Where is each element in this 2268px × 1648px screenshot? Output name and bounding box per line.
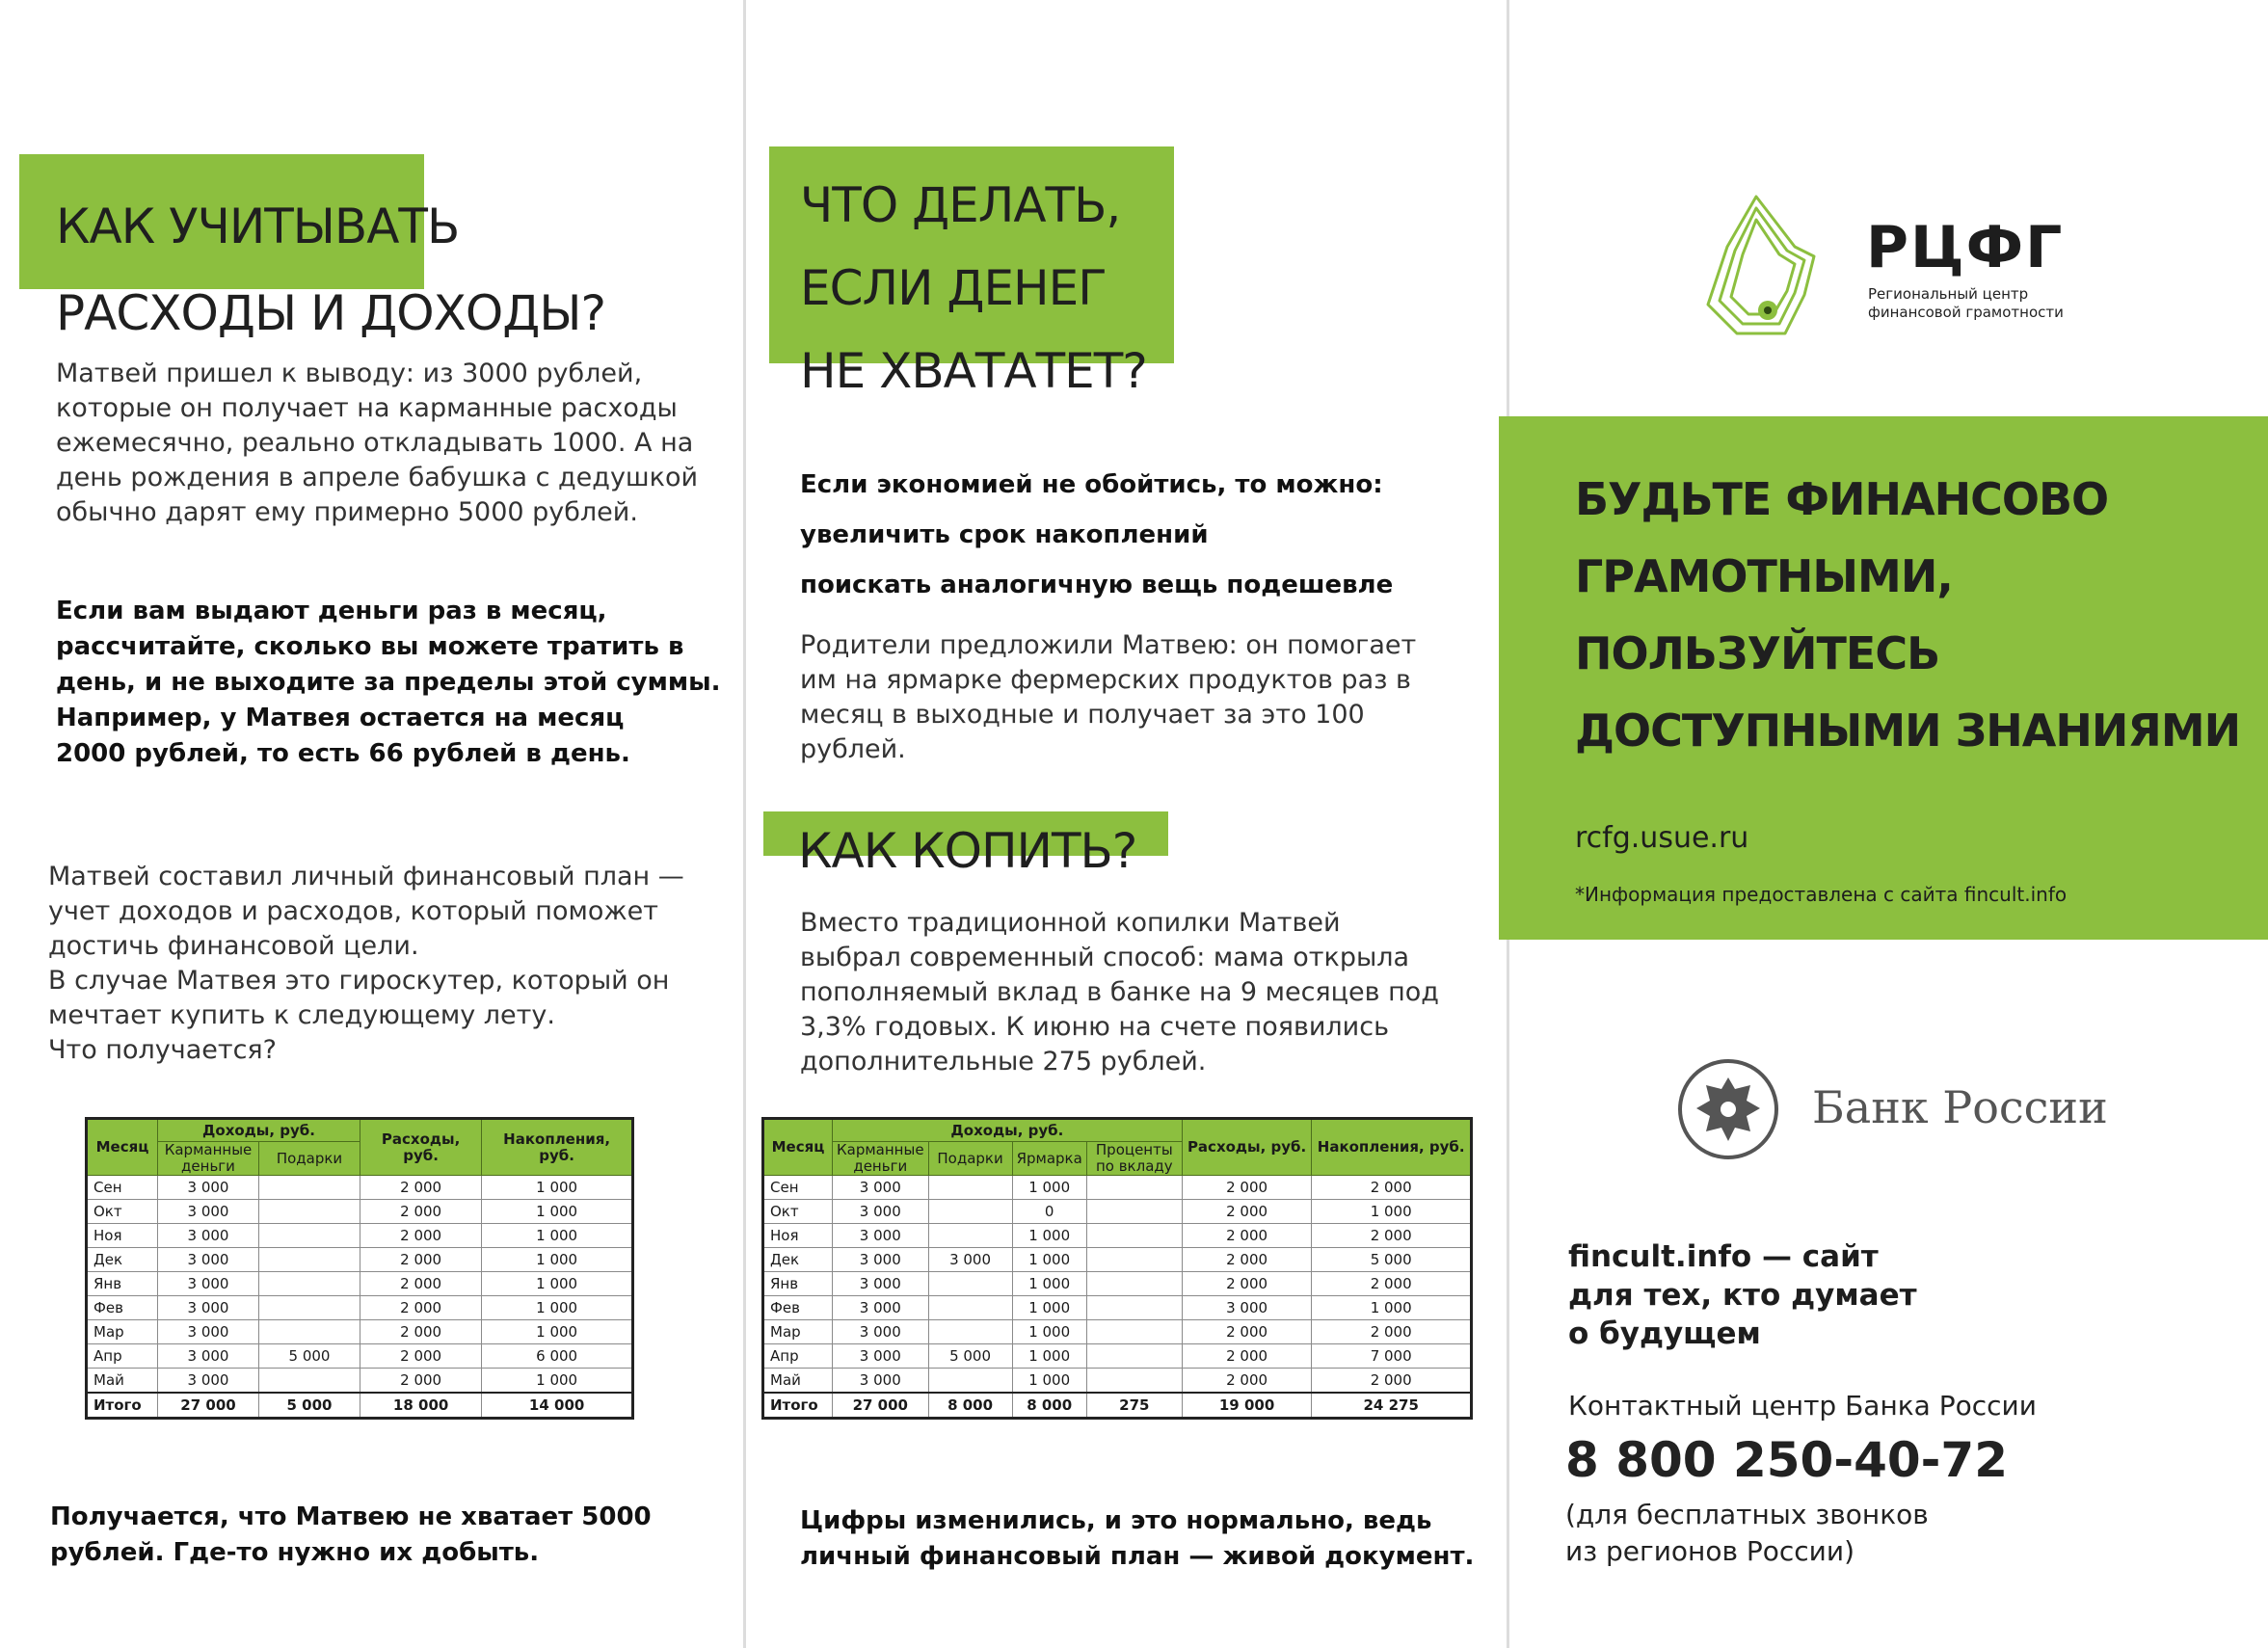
- table-row: [87, 1344, 633, 1369]
- pocket-money-cell: 27 000: [833, 1393, 929, 1419]
- interest-cell: [1086, 1176, 1182, 1200]
- text-line: Что получается?: [48, 1035, 278, 1065]
- savings-cell: 2 000: [1312, 1224, 1472, 1248]
- pocket-money-cell: 3 000: [158, 1320, 259, 1344]
- col-header-savings: Накопления, руб.: [1312, 1119, 1472, 1176]
- gifts-cell: [928, 1272, 1012, 1296]
- interest-cell: [1086, 1248, 1182, 1272]
- month-cell: Ноя: [87, 1224, 158, 1248]
- pocket-money-cell: 3 000: [833, 1369, 929, 1394]
- table-row: [87, 1296, 633, 1320]
- month-cell: Сен: [763, 1176, 833, 1200]
- month-cell: Дек: [87, 1248, 158, 1272]
- month-cell: Май: [87, 1369, 158, 1394]
- heading-line: ЧТО ДЕЛАТЬ,: [800, 177, 1121, 233]
- rcfg-logo-subtitle: [1868, 285, 2064, 322]
- expenses-cell: 2 000: [360, 1224, 482, 1248]
- living-document-conclusion: [800, 1503, 1474, 1575]
- text-line: для тех, кто думает: [1568, 1278, 1917, 1313]
- text-line: мечтает купить к следующему лету.: [48, 1000, 555, 1030]
- gifts-cell: [928, 1296, 1012, 1320]
- month-cell: Фев: [763, 1296, 833, 1320]
- pocket-money-cell: 3 000: [158, 1176, 259, 1200]
- text-line: учет доходов и расходов, который поможет: [48, 896, 659, 926]
- savings-cell: 6 000: [482, 1344, 633, 1369]
- fair-cell: 8 000: [1012, 1393, 1086, 1419]
- text-line: пополняемый вклад в банке на 9 месяцев под: [800, 977, 1439, 1007]
- pocket-money-cell: 3 000: [833, 1248, 929, 1272]
- savings-cell: 2 000: [1312, 1369, 1472, 1394]
- expenses-cell: 19 000: [1182, 1393, 1312, 1419]
- savings-cell: 14 000: [482, 1393, 633, 1419]
- expenses-cell: 2 000: [1182, 1369, 1312, 1394]
- col-header-pocket-money: Карманные деньги: [158, 1142, 259, 1176]
- heading-line: ПОЛЬЗУЙТЕСЬ: [1575, 627, 1940, 679]
- contact-phone[interactable]: 8 800 250-40-72: [1565, 1432, 2009, 1488]
- col-header-expenses: Расходы, руб.: [1182, 1119, 1312, 1176]
- text-line: 3,3% годовых. К июню на счете появились: [800, 1012, 1389, 1042]
- table-row: [763, 1344, 1472, 1369]
- expenses-cell: 2 000: [360, 1320, 482, 1344]
- fincult-tagline: [1568, 1237, 1917, 1353]
- pocket-money-cell: 3 000: [158, 1272, 259, 1296]
- financial-plan-paragraph: [48, 860, 684, 1068]
- savings-cell: 1 000: [482, 1224, 633, 1248]
- interest-cell: [1086, 1320, 1182, 1344]
- gifts-cell: 5 000: [928, 1344, 1012, 1369]
- gifts-cell: [259, 1248, 360, 1272]
- gifts-cell: [259, 1296, 360, 1320]
- text-line: Получается, что Матвею не хватает 5000: [50, 1502, 652, 1531]
- rcfg-logo-title: РЦФГ: [1866, 214, 2065, 281]
- fair-cell: 0: [1012, 1200, 1086, 1224]
- interest-cell: [1086, 1272, 1182, 1296]
- gifts-cell: [259, 1176, 360, 1200]
- expenses-cell: 2 000: [360, 1272, 482, 1296]
- expenses-cell: 2 000: [1182, 1176, 1312, 1200]
- interest-cell: [1086, 1344, 1182, 1369]
- col-header-savings: Накопления, руб.: [482, 1119, 633, 1176]
- rcfg-logo: [1698, 189, 1824, 347]
- month-cell: Окт: [87, 1200, 158, 1224]
- savings-cell: 1 000: [482, 1369, 633, 1394]
- text-line: которые он получает на карманные расходы: [56, 393, 678, 423]
- pocket-money-cell: 3 000: [158, 1344, 259, 1369]
- table-row: [87, 1200, 633, 1224]
- text-line: ежемесячно, реально откладывать 1000. А на: [56, 428, 694, 458]
- savings-cell: 1 000: [482, 1176, 633, 1200]
- table-total-row: [763, 1393, 1472, 1419]
- text-line: Региональный центр: [1868, 285, 2029, 303]
- financial-plan-table-1: [85, 1117, 634, 1420]
- text-line: обычно дарят ему примерно 5000 рублей.: [56, 497, 638, 527]
- fair-cell: 1 000: [1012, 1272, 1086, 1296]
- fair-cell: 1 000: [1012, 1320, 1086, 1344]
- expenses-cell: 2 000: [360, 1369, 482, 1394]
- text-line: им на ярмарке фермерских продуктов раз в: [800, 665, 1411, 695]
- pocket-money-cell: 3 000: [833, 1320, 929, 1344]
- fair-cell: 1 000: [1012, 1344, 1086, 1369]
- table-total-row: [87, 1393, 633, 1419]
- text-line: поискать аналогичную вещь подешевле: [800, 571, 1394, 599]
- source-note: *Информация предоставлена с сайта fincult.info: [1575, 883, 2068, 906]
- table-row: [763, 1272, 1472, 1296]
- expenses-cell: 18 000: [360, 1393, 482, 1419]
- gifts-cell: [259, 1224, 360, 1248]
- text-line: (для бесплатных звонков: [1565, 1499, 1929, 1530]
- text-line: дополнительные 275 рублей.: [800, 1047, 1207, 1077]
- heading-line: КАК УЧИТЫВАТЬ: [56, 199, 460, 254]
- col-header-expenses: Расходы, руб.: [360, 1119, 482, 1176]
- table-row: [763, 1200, 1472, 1224]
- text-line: месяц в выходные и получает за это 100: [800, 700, 1365, 730]
- col-header-fair: Ярмарка: [1012, 1142, 1086, 1176]
- text-line: день, и не выходите за пределы этой суммы.: [56, 668, 721, 697]
- month-cell: Мар: [87, 1320, 158, 1344]
- month-cell: Мар: [763, 1320, 833, 1344]
- heading-line: ДОСТУПНЫМИ ЗНАНИЯМИ: [1575, 704, 2241, 757]
- heading-line: РАСХОДЫ И ДОХОДЫ?: [56, 285, 605, 341]
- pocket-money-cell: 3 000: [833, 1344, 929, 1369]
- text-line: о будущем: [1568, 1316, 1761, 1351]
- month-cell: Фев: [87, 1296, 158, 1320]
- fold-line-left: [743, 0, 746, 1648]
- shortfall-conclusion: [50, 1500, 652, 1571]
- month-cell: Итого: [87, 1393, 158, 1419]
- savings-cell: 1 000: [1312, 1200, 1472, 1224]
- expenses-cell: 2 000: [360, 1200, 482, 1224]
- month-cell: Ноя: [763, 1224, 833, 1248]
- fair-cell: 1 000: [1012, 1224, 1086, 1248]
- table-row: [87, 1272, 633, 1296]
- table-row: [763, 1320, 1472, 1344]
- table-row: [763, 1176, 1472, 1200]
- savings-cell: 1 000: [482, 1200, 633, 1224]
- col-header-pocket-money: Карманные деньги: [833, 1142, 929, 1176]
- pocket-money-cell: 3 000: [158, 1248, 259, 1272]
- savings-cell: 1 000: [482, 1296, 633, 1320]
- table-row: [87, 1320, 633, 1344]
- pocket-money-cell: 27 000: [158, 1393, 259, 1419]
- gifts-cell: [928, 1224, 1012, 1248]
- pocket-money-cell: 3 000: [158, 1200, 259, 1224]
- gifts-cell: [259, 1320, 360, 1344]
- gifts-cell: [928, 1200, 1012, 1224]
- gifts-cell: [259, 1272, 360, 1296]
- month-cell: Янв: [87, 1272, 158, 1296]
- savings-cell: 2 000: [1312, 1320, 1472, 1344]
- table-row: [763, 1369, 1472, 1394]
- pocket-money-cell: 3 000: [158, 1369, 259, 1394]
- month-cell: Янв: [763, 1272, 833, 1296]
- text-line: день рождения в апреле бабушка с дедушкой: [56, 463, 699, 492]
- pocket-money-cell: 3 000: [833, 1272, 929, 1296]
- col-header-gifts: Подарки: [928, 1142, 1012, 1176]
- heading-line: БУДЬТЕ ФИНАНСОВО: [1575, 473, 2109, 525]
- gifts-cell: 5 000: [259, 1393, 360, 1419]
- text-line: финансовой грамотности: [1868, 304, 2064, 321]
- interest-cell: [1086, 1224, 1182, 1248]
- text-line: Если вам выдают деньги раз в месяц,: [56, 597, 607, 625]
- month-cell: Дек: [763, 1248, 833, 1272]
- intro-paragraph: [56, 357, 698, 530]
- month-cell: Апр: [763, 1344, 833, 1369]
- phone-note: [1565, 1497, 1929, 1570]
- table-row: [763, 1296, 1472, 1320]
- savings-cell: 1 000: [482, 1320, 633, 1344]
- text-line: Цифры изменились, и это нормально, ведь: [800, 1506, 1432, 1535]
- text-line: Матвей составил личный финансовый план —: [48, 862, 684, 891]
- slogan-text: [1575, 461, 2240, 769]
- interest-cell: 275: [1086, 1393, 1182, 1419]
- fair-cell: 1 000: [1012, 1369, 1086, 1394]
- fair-cell: 1 000: [1012, 1296, 1086, 1320]
- expenses-cell: 2 000: [1182, 1200, 1312, 1224]
- pocket-money-cell: 3 000: [833, 1200, 929, 1224]
- bank-russia-emblem: [1675, 1056, 1781, 1166]
- interest-cell: [1086, 1369, 1182, 1394]
- savings-cell: 24 275: [1312, 1393, 1472, 1419]
- fair-cell: 1 000: [1012, 1248, 1086, 1272]
- savings-cell: 7 000: [1312, 1344, 1472, 1369]
- text-line: Например, у Матвея остается на месяц: [56, 704, 625, 732]
- rcfg-logo-mark: [1698, 189, 1824, 343]
- col-header-interest: Проценты по вкладу: [1086, 1142, 1182, 1176]
- table-row: [87, 1369, 633, 1394]
- rcfg-site-link[interactable]: rcfg.usue.ru: [1575, 821, 1749, 855]
- gifts-cell: 3 000: [928, 1248, 1012, 1272]
- table-row: [763, 1224, 1472, 1248]
- pocket-money-cell: 3 000: [833, 1224, 929, 1248]
- table-row: [87, 1248, 633, 1272]
- expenses-cell: 2 000: [1182, 1224, 1312, 1248]
- text-line: увеличить срок накоплений: [800, 520, 1209, 549]
- pocket-money-cell: 3 000: [833, 1176, 929, 1200]
- expenses-cell: 2 000: [1182, 1344, 1312, 1369]
- savings-cell: 1 000: [1312, 1296, 1472, 1320]
- gifts-cell: [928, 1369, 1012, 1394]
- text-line: Вместо традиционной копилки Матвей: [800, 908, 1341, 938]
- month-cell: Май: [763, 1369, 833, 1394]
- options-list: [800, 460, 1393, 610]
- month-cell: Итого: [763, 1393, 833, 1419]
- savings-cell: 2 000: [1312, 1272, 1472, 1296]
- gifts-cell: [928, 1320, 1012, 1344]
- gifts-cell: [259, 1369, 360, 1394]
- col-header-gifts: Подарки: [259, 1142, 360, 1176]
- text-line: рассчитайте, сколько вы можете тратить в: [56, 632, 684, 661]
- col-header-income: Доходы, руб.: [833, 1119, 1183, 1142]
- text-line: Если экономией не обойтись, то можно:: [800, 470, 1383, 499]
- text-line: В случае Матвея это гироскутер, который он: [48, 966, 670, 996]
- savings-cell: 1 000: [482, 1248, 633, 1272]
- text-line: рублей. Где-то нужно их добыть.: [50, 1538, 540, 1567]
- expenses-cell: 2 000: [360, 1176, 482, 1200]
- contact-center-label: Контактный центр Банка России: [1568, 1390, 2037, 1422]
- gifts-cell: 5 000: [259, 1344, 360, 1369]
- expenses-cell: 2 000: [1182, 1248, 1312, 1272]
- heading-line: ЕСЛИ ДЕНЕГ: [800, 260, 1107, 316]
- daily-budget-tip: [56, 594, 720, 772]
- pocket-money-cell: 3 000: [158, 1296, 259, 1320]
- interest-cell: [1086, 1296, 1182, 1320]
- text-line: рублей.: [800, 734, 906, 764]
- gifts-cell: [259, 1200, 360, 1224]
- savings-cell: 1 000: [482, 1272, 633, 1296]
- col-header-month: Месяц: [87, 1119, 158, 1176]
- table-row: [763, 1248, 1472, 1272]
- expenses-cell: 2 000: [1182, 1272, 1312, 1296]
- heading-track-expenses: [56, 183, 605, 357]
- table-row: [87, 1224, 633, 1248]
- expenses-cell: 2 000: [360, 1296, 482, 1320]
- col-header-income: Доходы, руб.: [158, 1119, 360, 1142]
- month-cell: Окт: [763, 1200, 833, 1224]
- deposit-paragraph: [800, 906, 1439, 1079]
- col-header-month: Месяц: [763, 1119, 833, 1176]
- bank-russia-name: Банк России: [1812, 1081, 2108, 1133]
- gifts-cell: 8 000: [928, 1393, 1012, 1419]
- table-row: [87, 1176, 633, 1200]
- parents-offer-paragraph: [800, 628, 1416, 767]
- text-line: Родители предложили Матвею: он помогает: [800, 630, 1417, 660]
- text-line: выбрал современный способ: мама открыла: [800, 943, 1410, 972]
- expenses-cell: 2 000: [360, 1248, 482, 1272]
- interest-cell: [1086, 1200, 1182, 1224]
- fair-cell: 1 000: [1012, 1176, 1086, 1200]
- month-cell: Апр: [87, 1344, 158, 1369]
- heading-how-to-save: КАК КОПИТЬ?: [798, 823, 1137, 879]
- financial-plan-table-2: [761, 1117, 1473, 1420]
- heading-line: НЕ ХВАТАТЕТ?: [800, 343, 1147, 399]
- text-line: fincult.info — сайт: [1568, 1239, 1879, 1274]
- expenses-cell: 3 000: [1182, 1296, 1312, 1320]
- heading-not-enough-money: [800, 164, 1147, 412]
- text-line: достичь финансовой цели.: [48, 931, 419, 961]
- text-line: Матвей пришел к выводу: из 3000 рублей,: [56, 359, 643, 388]
- pocket-money-cell: 3 000: [833, 1296, 929, 1320]
- expenses-cell: 2 000: [360, 1344, 482, 1369]
- month-cell: Сен: [87, 1176, 158, 1200]
- heading-line: ГРАМОТНЫМИ,: [1575, 550, 1953, 602]
- text-line: из регионов России): [1565, 1535, 1854, 1567]
- savings-cell: 2 000: [1312, 1176, 1472, 1200]
- expenses-cell: 2 000: [1182, 1320, 1312, 1344]
- text-line: личный финансовый план — живой документ.: [800, 1542, 1475, 1571]
- pocket-money-cell: 3 000: [158, 1224, 259, 1248]
- savings-cell: 5 000: [1312, 1248, 1472, 1272]
- gifts-cell: [928, 1176, 1012, 1200]
- text-line: 2000 рублей, то есть 66 рублей в день.: [56, 739, 630, 768]
